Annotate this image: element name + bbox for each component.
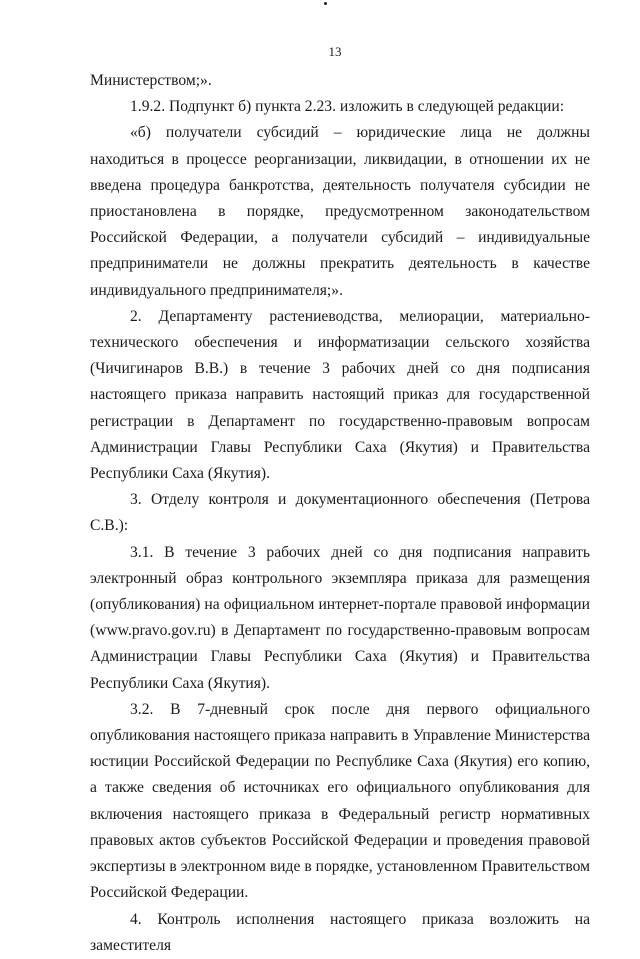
paragraph-continuation: Министерством;». (90, 72, 212, 89)
page-number: 13 (328, 44, 342, 59)
paragraph-4: 4. Контроль исполнения настоящего приказа возложить на заместителя (90, 910, 590, 954)
paragraph-1-9-2: 1.9.2. Подпункт б) пункта 2.23. изложить в следующей редакции: (130, 98, 565, 116)
document-body (90, 68, 590, 959)
paragraph-3-1: 3.1. В течение 3 рабочих дней со дня подписания направить электронный образ контрольного экземпляра приказа для размещения (опубликования) на официальном интернет-портале правовой информации (www.pravo.gov.ru) в Департамент по государственно-правовым вопросам Администрации Главы Республики Саха (Якутия) и Правительства Республики Саха (Якутия). (90, 543, 590, 692)
paragraph-2: 2. Департаменту растениеводства, мелиорации, материально-технического обеспечения и информатизации сельского хозяйства (Чичигинаров В.В.) в течение 3 рабочих дней со дня подписания настоящего приказа направить настоящий приказ для государственной регистрации в Департамент по государственно-правовым вопросам Администрации Главы Республики Саха (Якутия) и Правительства Республики Саха (Якутия). (90, 307, 590, 483)
paragraph-subpoint-b: «б) получатели субсидий – юридические лица не должны находиться в процессе реорганизации, ликвидации, в отношении их не введена процедура банкротства, деятельность получателя субсидии не приостановлена в порядке, предусмотренном законодательством Российской Федерации, а получатели субсидий – индивидуальные предприниматели не должны прекратить деятельность в качестве индивидуального предпринимателя;». (90, 124, 590, 299)
paragraph-3-2: 3.2. В 7-дневный срок после дня первого официального опубликования настоящего приказа направить в Управление Министерства юстиции Российской Федерации по Республике Саха (Якутия) его копию, а также сведения об источниках его официального опубликования для включения настоящего приказа в Федеральный регистр нормативных правовых актов субъектов Российской Федерации и проведения правовой экспертизы в электронном виде в порядке, установленном Правительством Российской Федерации. (90, 700, 590, 902)
paragraph-3: 3. Отделу контроля и документационного обеспечения (Петрова С.В.): (90, 491, 590, 535)
scan-dot (324, 2, 327, 5)
